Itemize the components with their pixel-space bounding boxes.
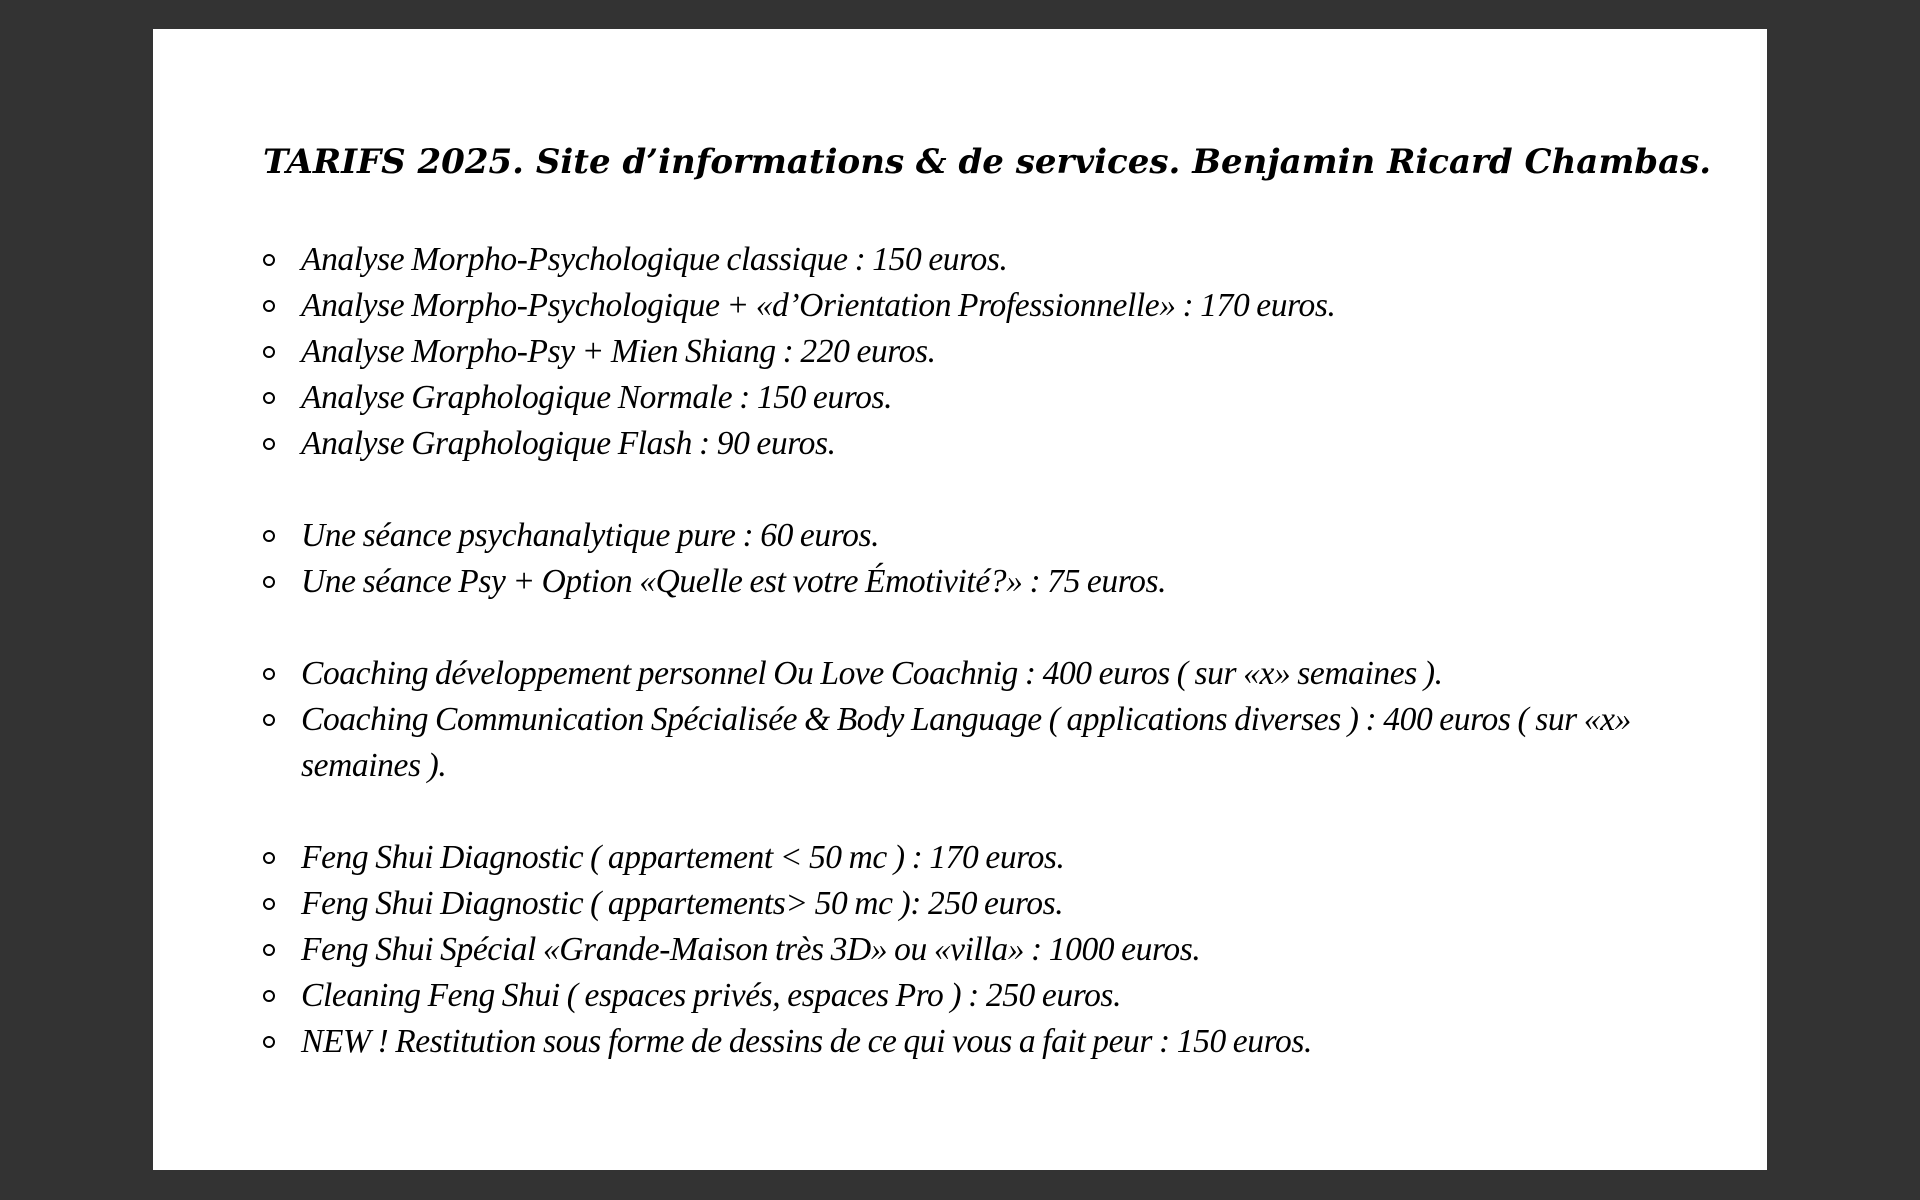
list-item-text: Coaching Communication Spécialisée & Body Language ( applications diverses ) : 400 euros ( sur «x» semaines ). <box>301 701 1631 784</box>
list-item <box>263 513 1657 559</box>
list-item-text: Feng Shui Diagnostic ( appartement < 50 mc ) : 170 euros. <box>301 839 1065 876</box>
list-item <box>263 237 1657 283</box>
list-item-text: Analyse Morpho-Psychologique classique : 150 euros. <box>301 241 1008 278</box>
price-group-feng-shui <box>263 835 1657 1065</box>
circle-bullet-icon <box>263 346 275 358</box>
list-item-text: Cleaning Feng Shui ( espaces privés, espaces Pro ) : 250 euros. <box>301 977 1122 1014</box>
list-item <box>263 329 1657 375</box>
list-item <box>263 421 1657 467</box>
list-item-text: Une séance psychanalytique pure : 60 euros. <box>301 517 880 554</box>
list-item <box>263 973 1657 1019</box>
circle-bullet-icon <box>263 1036 275 1048</box>
circle-bullet-icon <box>263 898 275 910</box>
list-item-text: Analyse Morpho-Psychologique + «d’Orientation Professionnelle» : 170 euros. <box>301 287 1336 324</box>
list-item-text: Une séance Psy + Option «Quelle est votre Émotivité?» : 75 euros. <box>301 563 1167 600</box>
price-group-coaching <box>263 651 1657 789</box>
circle-bullet-icon <box>263 438 275 450</box>
list-item-text: Analyse Graphologique Normale : 150 euros. <box>301 379 893 416</box>
list-item <box>263 283 1657 329</box>
list-item-text: Coaching développement personnel Ou Love Coachnig : 400 euros ( sur «x» semaines ). <box>301 655 1443 692</box>
document-page <box>153 29 1767 1170</box>
list-item-text: Analyse Graphologique Flash : 90 euros. <box>301 425 836 462</box>
circle-bullet-icon <box>263 254 275 266</box>
circle-bullet-icon <box>263 530 275 542</box>
circle-bullet-icon <box>263 714 275 726</box>
list-item-text: NEW ! Restitution sous forme de dessins de ce qui vous a fait peur : 150 euros. <box>301 1023 1312 1060</box>
list-item <box>263 1019 1657 1065</box>
circle-bullet-icon <box>263 576 275 588</box>
list-item-text: Feng Shui Diagnostic ( appartements> 50 mc ): 250 euros. <box>301 885 1064 922</box>
list-item <box>263 697 1657 789</box>
list-item-text: Feng Shui Spécial «Grande-Maison très 3D» ou «villa» : 1000 euros. <box>301 931 1201 968</box>
price-group-analyses <box>263 237 1657 467</box>
list-item-text: Analyse Morpho-Psy + Mien Shiang : 220 euros. <box>301 333 936 370</box>
page-title: TARIFS 2025. Site d’informations & de services. Benjamin Ricard Chambas. <box>263 142 1712 182</box>
circle-bullet-icon <box>263 668 275 680</box>
circle-bullet-icon <box>263 852 275 864</box>
list-item <box>263 651 1657 697</box>
list-item <box>263 835 1657 881</box>
circle-bullet-icon <box>263 300 275 312</box>
price-group-seances <box>263 513 1657 605</box>
circle-bullet-icon <box>263 944 275 956</box>
list-item <box>263 559 1657 605</box>
circle-bullet-icon <box>263 392 275 404</box>
list-item <box>263 375 1657 421</box>
circle-bullet-icon <box>263 990 275 1002</box>
list-item <box>263 881 1657 927</box>
list-item <box>263 927 1657 973</box>
